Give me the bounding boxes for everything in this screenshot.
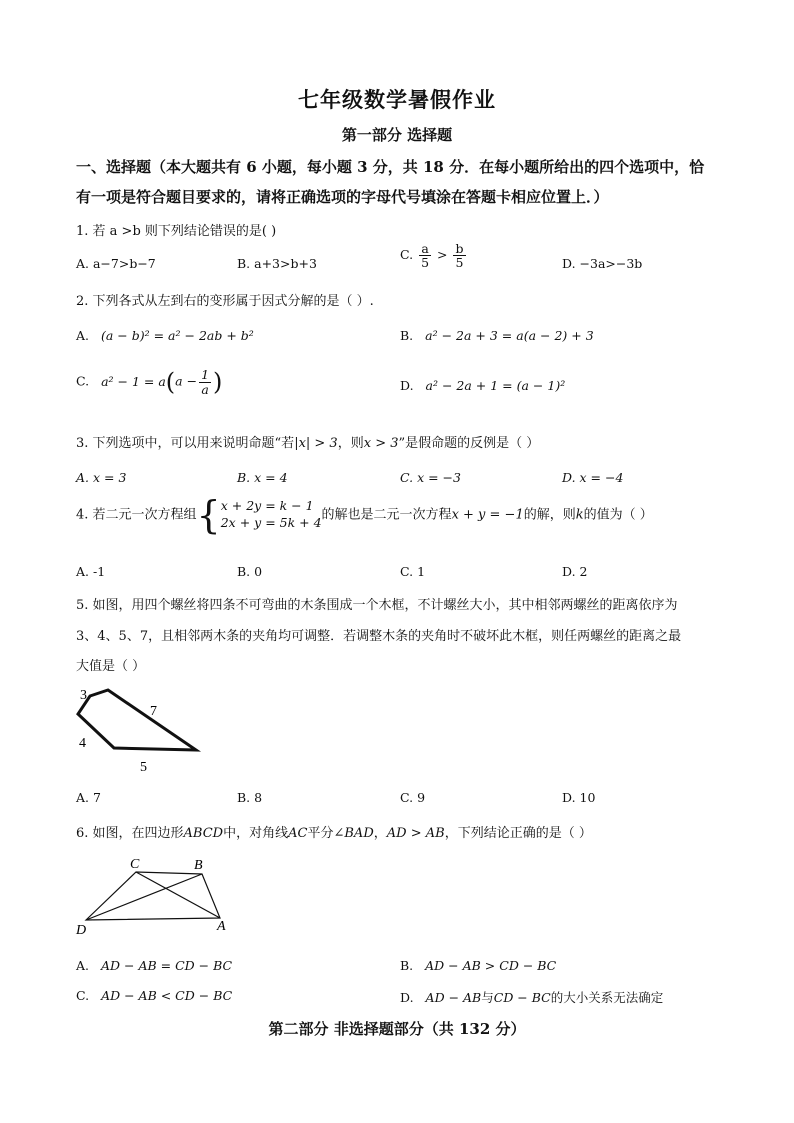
fraction: [199, 368, 211, 395]
math-expression: a −: [175, 373, 198, 389]
q5-option-c: C. 9: [400, 790, 426, 805]
q3-option-c: C. x = −3: [400, 470, 461, 485]
math-expression: x > 3: [363, 436, 399, 451]
side-label-3: 3: [80, 688, 87, 703]
math-expression: x + y = −1: [451, 507, 524, 523]
math-expression: CD − BC: [493, 990, 551, 1005]
option-label: D.: [400, 990, 414, 1005]
math-expression: ∠BAD: [333, 826, 374, 841]
left-brace: {: [196, 493, 221, 537]
math-expression: AD − AB: [425, 990, 482, 1005]
q3-option-b: B. x = 4: [237, 470, 288, 485]
section-instruction-line2: 有一项是符合题目要求的，请将正确选项的字母代号填涂在答题卡相应位置上．）: [76, 188, 609, 206]
q1-option-a: A. a−7>b−7: [76, 256, 156, 271]
stem-text: ，则: [337, 436, 364, 451]
vertex-label-c: C: [130, 857, 140, 872]
vertex-label-b: B: [194, 858, 203, 873]
quadrilateral-outline: [86, 872, 220, 920]
q4-option-c: C. 1: [400, 564, 426, 579]
math-expression: ABCD: [183, 826, 224, 841]
left-paren: (: [165, 368, 176, 396]
q3-option-a: A. x = 3: [76, 470, 127, 485]
option-label: C.: [76, 988, 90, 1003]
q2-option-c: [76, 368, 222, 396]
q5-option-a: A. 7: [76, 790, 101, 805]
part-one-heading: 第一部分 选择题: [341, 126, 453, 144]
option-label: A.: [76, 328, 90, 343]
q4-option-a: A. -1: [76, 564, 106, 579]
q6-option-d: [400, 988, 663, 1006]
question-5-line2: 3、4、5、7，且相邻两木条的夹角均可调整．若调整木条的夹角时不破坏此木框，则任两螺丝的距离之最: [76, 629, 682, 644]
side-label-5: 5: [140, 760, 147, 774]
diagonal-db: [86, 874, 202, 920]
q3-option-d: D. x = −4: [562, 470, 624, 485]
question-2-stem: 2. 下列各式从左到右的变形属于因式分解的是（ ）.: [76, 294, 374, 309]
question-1-stem: 1. 若 a >b 则下列结论错误的是( ): [76, 224, 277, 239]
stem-text: 平分: [307, 826, 334, 841]
math-expression: AD − AB = CD − BC: [101, 958, 233, 973]
stem-text: 的解也是二元一次方程: [321, 507, 452, 523]
q6-option-c: [76, 988, 232, 1003]
equation-2: 2x + y = 5k + 4: [220, 515, 322, 530]
stem-text: 中，对角线: [223, 826, 289, 841]
stem-text: 的解，则: [523, 507, 576, 523]
math-expression: (a − b)² = a² − 2ab + b²: [101, 328, 254, 343]
q4-option-d: D. 2: [562, 564, 588, 579]
equation-1: x + 2y = k − 1: [220, 498, 314, 514]
question-5-line1: 5. 如图，用四个螺丝将四条不可弯曲的木条围成一个木框，不计螺丝大小，其中相邻两螺丝的距离依序为: [76, 598, 678, 613]
math-expression: a² − 1 = a: [101, 373, 166, 389]
q6-option-b: [400, 958, 556, 973]
option-label: D.: [400, 378, 414, 393]
stem-text: 的值为（ ）: [583, 507, 653, 523]
math-variable: k: [575, 507, 584, 523]
question-3-stem: [76, 432, 539, 451]
greater-than: >: [437, 247, 448, 263]
q2-option-a: [76, 328, 254, 343]
equation-system: [221, 498, 322, 532]
quadrilateral-frame-figure: [70, 684, 210, 774]
part-two-heading: 第二部分 非选择题部分（共 132 分）: [268, 1020, 526, 1038]
denominator: a: [201, 381, 209, 397]
q5-option-d: D. 10: [562, 790, 596, 805]
fraction: [419, 242, 431, 269]
fraction: [453, 242, 465, 269]
option-label: A.: [76, 958, 90, 973]
option-label: B.: [400, 958, 414, 973]
denominator: 5: [421, 255, 430, 271]
q1-option-b: B. a+3>b+3: [237, 256, 317, 271]
vertex-label-a: A: [217, 919, 226, 934]
stem-text: 6. 如图，在四边形: [76, 826, 184, 841]
q2-option-d: [400, 378, 565, 393]
math-expression: |x| > 3: [294, 436, 338, 451]
q1-option-c: [400, 242, 468, 269]
stem-text: ，下列结论正确的是（ ）: [444, 826, 592, 841]
quadrilateral-abcd-figure: [72, 852, 242, 938]
page-title: 七年级数学暑假作业: [298, 87, 496, 112]
denominator: 5: [455, 255, 464, 271]
q6-option-a: [76, 958, 232, 973]
numerator: b: [455, 241, 464, 256]
option-label: C.: [400, 247, 414, 263]
numerator: a: [419, 242, 431, 256]
stem-text: 3. 下列选项中，可以用来说明命题“若: [76, 436, 295, 451]
question-5-line3: 大值是（ ）: [76, 659, 146, 674]
math-expression: AD − AB > CD − BC: [425, 958, 557, 973]
side-label-4: 4: [79, 736, 86, 751]
side-label-7: 7: [150, 704, 157, 719]
stem-text: 与: [481, 990, 494, 1005]
numerator: 1: [201, 367, 210, 383]
question-6-stem: 6. 如图，在四边形ABCD中，对角线AC平分∠BAD，AD > AB，下列结论正确的是（ ）: [76, 826, 592, 841]
stem-text: 4. 若二元一次方程组: [76, 507, 197, 523]
q2-option-b: [400, 328, 594, 343]
math-expression: AC: [288, 826, 308, 841]
section-instruction-line1: 一、选择题（本大题共有 6 小题，每小题 3 分，共 18 分．在每小题所给出的四个选项中，恰: [76, 158, 705, 176]
q1-option-d: D. −3a>−3b: [562, 256, 643, 271]
math-expression: a² − 2a + 3 = a(a − 2) + 3: [425, 328, 594, 343]
vertex-label-d: D: [76, 923, 87, 938]
wooden-frame-outline: [78, 690, 196, 750]
question-4-stem: [76, 493, 653, 537]
q4-option-b: B. 0: [237, 564, 263, 579]
math-expression: a² − 2a + 1 = (a − 1)²: [425, 378, 566, 393]
option-label: B.: [400, 328, 414, 343]
right-paren: ): [213, 368, 223, 396]
math-expression: AD > AB: [386, 826, 445, 841]
math-expression: AD − AB < CD − BC: [101, 988, 233, 1003]
option-label: C.: [76, 373, 90, 389]
stem-text: 的大小关系无法确定: [550, 990, 664, 1005]
q5-option-b: B. 8: [237, 790, 263, 805]
stem-text: ”是假命题的反例是（ ）: [398, 436, 540, 451]
